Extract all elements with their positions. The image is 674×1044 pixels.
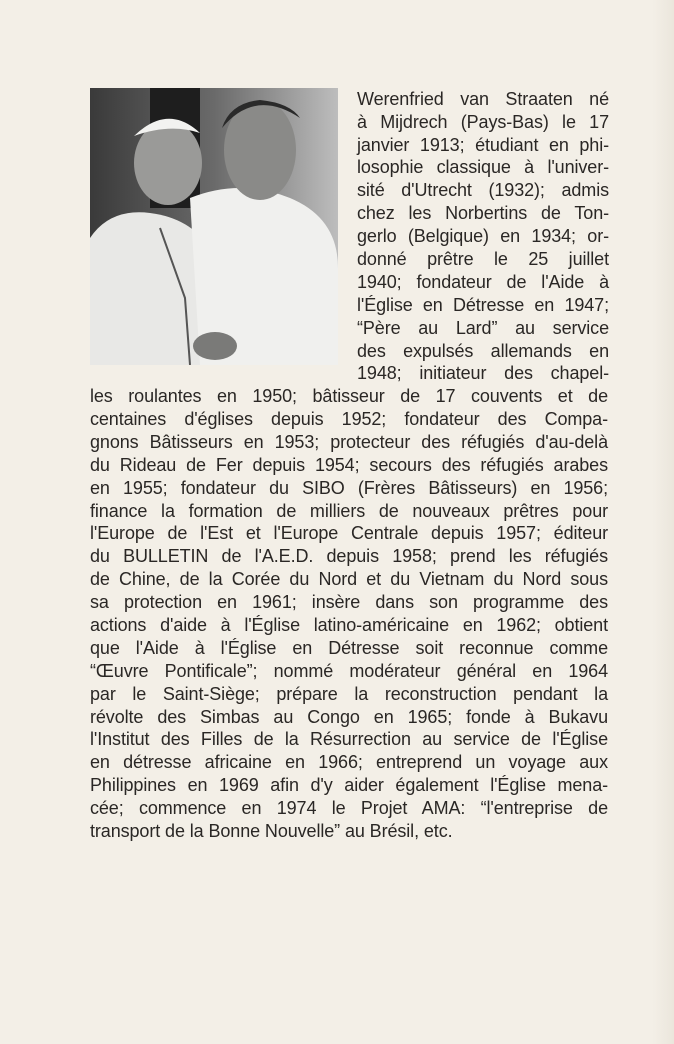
text-line: en détresse africaine en 1966; entreprend un voyage aux bbox=[90, 752, 608, 772]
text-line: révolte des Simbas au Congo en 1965; fonde à Bukavu bbox=[90, 707, 608, 727]
text-line: les roulantes en 1950; bâtisseur de 17 couvents et de bbox=[90, 386, 608, 406]
text-line: finance la formation de milliers de nouveaux prêtres pour bbox=[90, 501, 608, 521]
text-line: janvier 1913; étudiant en phi- bbox=[357, 135, 609, 155]
photo-pope-and-priest bbox=[90, 88, 338, 365]
text-line: l'Église en Détresse en 1947; bbox=[357, 295, 609, 315]
text-line: Werenfried van Straaten né bbox=[357, 89, 609, 109]
text-line: 1948; initiateur des chapel- bbox=[357, 363, 609, 383]
text-line: cée; commence en 1974 le Projet AMA: “l'entreprise de bbox=[90, 798, 608, 818]
text-line: l'Europe de l'Est et l'Europe Centrale depuis 1957; éditeur bbox=[90, 523, 608, 543]
text-line: du BULLETIN de l'A.E.D. depuis 1958; prend les réfugiés bbox=[90, 546, 608, 566]
text-line: en 1955; fondateur du SIBO (Frères Bâtisseurs) en 1956; bbox=[90, 478, 608, 498]
text-line: sité d'Utrecht (1932); admis bbox=[357, 180, 609, 200]
text-line: chez les Norbertins de Ton- bbox=[357, 203, 609, 223]
text-line: 1940; fondateur de l'Aide à bbox=[357, 272, 609, 292]
text-line: donné prêtre le 25 juillet bbox=[357, 249, 609, 269]
text-line: des expulsés allemands en bbox=[357, 341, 609, 361]
text-line: Philippines en 1969 afin d'y aider également l'Église mena- bbox=[90, 775, 608, 795]
text-line: l'Institut des Filles de la Résurrection au service de l'Église bbox=[90, 729, 608, 749]
page-edge bbox=[652, 0, 674, 1044]
text-line: par le Saint-Siège; prépare la reconstruction pendant la bbox=[90, 684, 608, 704]
text-line: actions d'aide à l'Église latino-américaine en 1962; obtient bbox=[90, 615, 608, 635]
text-line: sa protection en 1961; insère dans son programme des bbox=[90, 592, 608, 612]
text-line: à Mijdrech (Pays-Bas) le 17 bbox=[357, 112, 609, 132]
text-line: gnons Bâtisseurs en 1953; protecteur des réfugiés d'au-delà bbox=[90, 432, 608, 452]
text-line: centaines d'églises depuis 1952; fondateur des Compa- bbox=[90, 409, 608, 429]
text-line: transport de la Bonne Nouvelle” au Brésil, etc. bbox=[90, 821, 453, 841]
text-line: “Œuvre Pontificale”; nommé modérateur général en 1964 bbox=[90, 661, 608, 681]
text-line: gerlo (Belgique) en 1934; or- bbox=[357, 226, 609, 246]
text-line: losophie classique à l'univer- bbox=[357, 157, 609, 177]
text-line: du Rideau de Fer depuis 1954; secours des réfugiés arabes bbox=[90, 455, 608, 475]
text-line: de Chine, de la Corée du Nord et du Vietnam du Nord sous bbox=[90, 569, 608, 589]
text-line: que l'Aide à l'Église en Détresse soit reconnue comme bbox=[90, 638, 608, 658]
text-line: “Père au Lard” au service bbox=[357, 318, 609, 338]
